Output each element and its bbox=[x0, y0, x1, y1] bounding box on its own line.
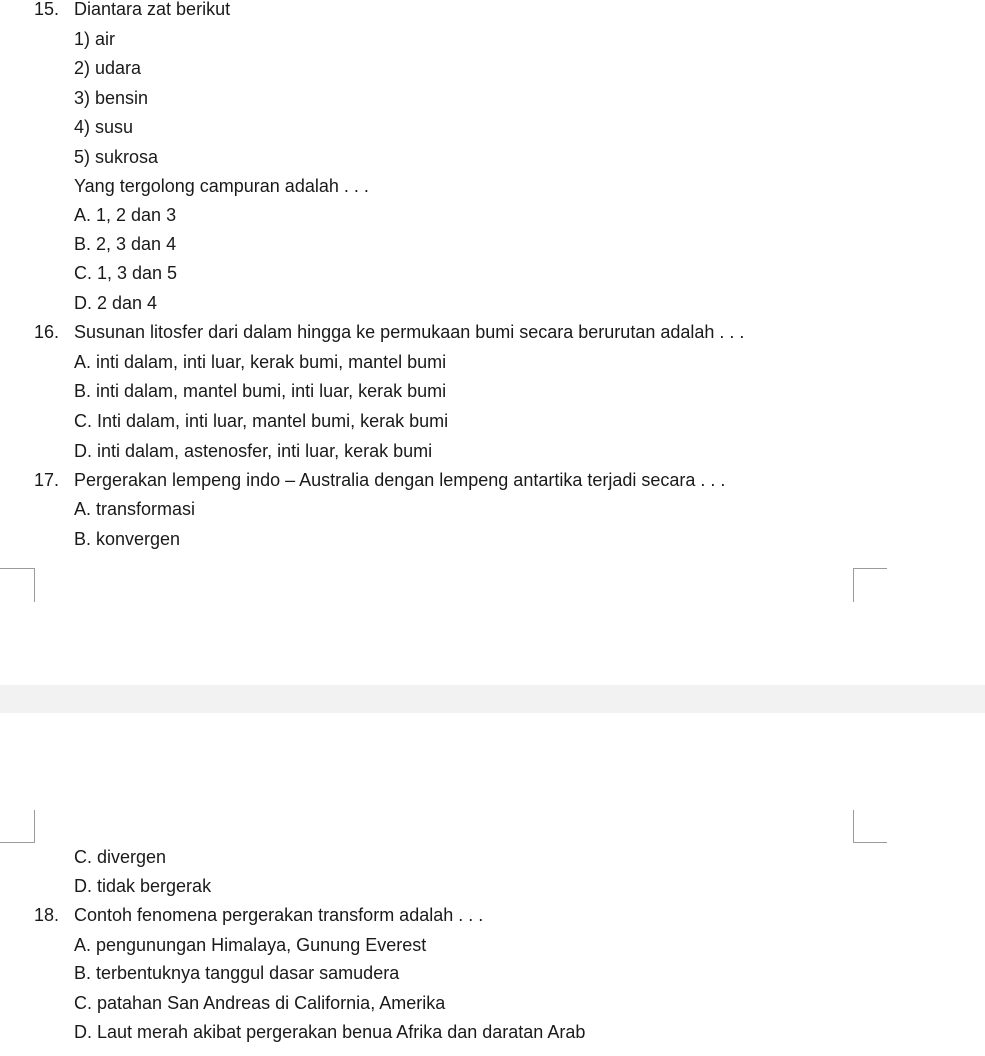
question-18-option-d: D. Laut merah akibat pergerakan benua Afrika dan daratan Arab bbox=[74, 1022, 586, 1042]
question-17-number: 17. bbox=[34, 470, 60, 490]
clipped-next-line bbox=[34, 1050, 834, 1056]
question-15-option-c: C. 1, 3 dan 5 bbox=[74, 263, 178, 283]
question-15-prompt: Yang tergolong campuran adalah . . . bbox=[74, 176, 369, 196]
page-corner-mark bbox=[0, 568, 35, 602]
question-15-text: Diantara zat berikut bbox=[74, 0, 231, 19]
question-17-option-b: B. konvergen bbox=[74, 529, 181, 549]
question-15-item: 4) susu bbox=[74, 117, 134, 137]
question-16-option-a: A. inti dalam, inti luar, kerak bumi, mantel bumi bbox=[74, 352, 447, 372]
question-17-option-a: A. transformasi bbox=[74, 499, 196, 519]
question-15-item: 2) udara bbox=[74, 58, 142, 78]
question-16-number: 16. bbox=[34, 322, 60, 342]
question-15-item: 1) air bbox=[74, 29, 116, 49]
question-15-item: 5) sukrosa bbox=[74, 147, 159, 167]
question-18-option-b: B. terbentuknya tanggul dasar samudera bbox=[74, 963, 400, 983]
question-15-item: 3) bensin bbox=[74, 88, 149, 108]
page-break-gap bbox=[0, 685, 985, 713]
question-17-option-c: C. divergen bbox=[74, 847, 167, 867]
question-18-text: Contoh fenomena pergerakan transform adalah . . . bbox=[74, 905, 484, 925]
question-18-number: 18. bbox=[34, 905, 60, 925]
question-17-text: Pergerakan lempeng indo – Australia dengan lempeng antartika terjadi secara . . . bbox=[74, 470, 726, 490]
question-16-option-c: C. Inti dalam, inti luar, mantel bumi, kerak bumi bbox=[74, 411, 449, 431]
question-15-option-d: D. 2 dan 4 bbox=[74, 293, 158, 313]
question-18-option-c: C. patahan San Andreas di California, Amerika bbox=[74, 993, 446, 1013]
question-15-option-b: B. 2, 3 dan 4 bbox=[74, 234, 177, 254]
question-15-number: 15. bbox=[34, 0, 60, 19]
page-corner-mark bbox=[0, 810, 35, 843]
question-16-option-d: D. inti dalam, astenosfer, inti luar, kerak bumi bbox=[74, 441, 433, 461]
question-17-option-d: D. tidak bergerak bbox=[74, 876, 212, 896]
page-corner-mark bbox=[853, 568, 887, 602]
question-16-option-b: B. inti dalam, mantel bumi, inti luar, kerak bumi bbox=[74, 381, 447, 401]
question-16-text: Susunan litosfer dari dalam hingga ke permukaan bumi secara berurutan adalah . . . bbox=[74, 322, 745, 342]
question-18-option-a: A. pengunungan Himalaya, Gunung Everest bbox=[74, 935, 427, 955]
page-corner-mark bbox=[853, 810, 887, 843]
question-15-option-a: A. 1, 2 dan 3 bbox=[74, 205, 177, 225]
